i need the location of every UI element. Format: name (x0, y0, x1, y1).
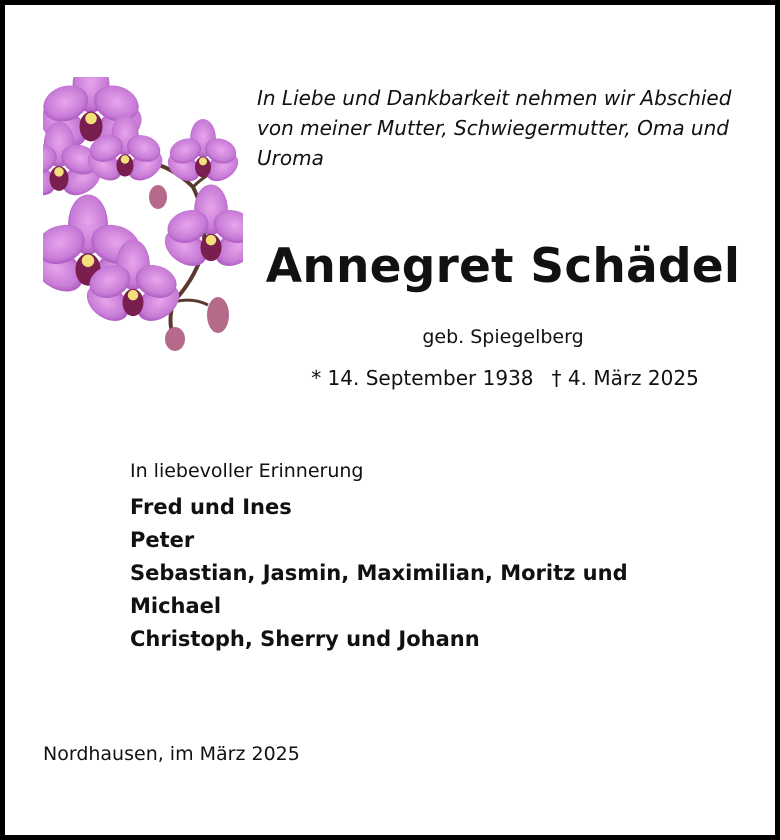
birth-date: * 14. September 1938 (311, 366, 534, 390)
mourner-line: Christoph, Sherry und Johann (130, 627, 480, 651)
life-dates (245, 364, 765, 392)
mourner-line: Peter (130, 528, 195, 552)
memory-label: In liebevoller Erinnerung (130, 460, 364, 482)
deceased-name: Annegret Schädel (265, 239, 741, 294)
mourner-line: Michael (130, 594, 222, 618)
maiden-name: geb. Spiegelberg (422, 326, 584, 348)
mourners-list (130, 491, 690, 656)
intro-line: In Liebe und Dankbarkeit nehmen wir Abschied (257, 86, 732, 110)
death-date: † 4. März 2025 (551, 366, 699, 390)
place-date: Nordhausen, im März 2025 (43, 743, 300, 765)
intro-text (257, 83, 767, 173)
orchid-image (43, 77, 243, 352)
intro-line: von meiner Mutter, Schwiegermutter, Oma und (257, 116, 729, 140)
intro-line: Uroma (257, 146, 324, 170)
mourner-line: Fred und Ines (130, 495, 292, 519)
mourner-line: Sebastian, Jasmin, Maximilian, Moritz und (130, 561, 628, 585)
